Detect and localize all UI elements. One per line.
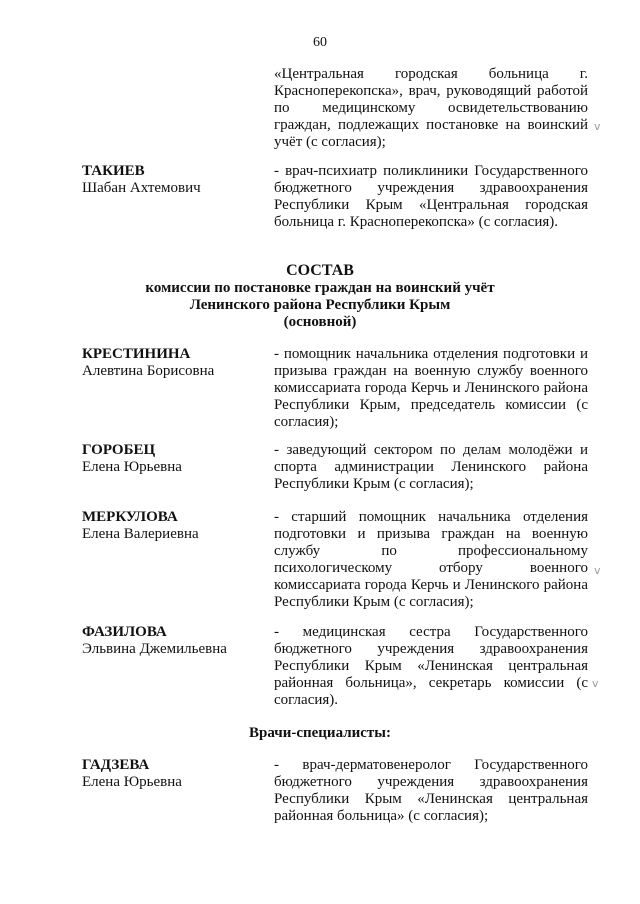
section-subtitle-line-3: (основной) — [283, 314, 357, 330]
member-role-gadzeva: - врач-дерматовенеролог Государственного бюджетного учреждения здравоохранения Республики Крым «Ленинская центральная районная больница» (с согласия); — [274, 757, 588, 824]
member-role-krestinina: - помощник начальника отделения подготовки и призыва граждан на военную службу военного комиссариата города Керчь и Ленинского района Республики Крым, председатель комиссии (с согласия); — [274, 346, 588, 430]
member-given-name: Шабан Ахтемович — [82, 180, 201, 196]
member-role-takiev: - врач-психиатр поликлиники Государственного бюджетного учреждения здравоохранения Республики Крым «Центральная городская больница г. Красноперекопска» (с согласия). — [274, 163, 588, 230]
member-surname: МЕРКУЛОВА — [82, 509, 178, 525]
specialists-heading: Врачи-специалисты: — [248, 725, 391, 741]
section-title: СОСТАВ — [286, 262, 354, 279]
member-given-name: Елена Юрьевна — [82, 459, 182, 475]
member-given-name: Алевтина Борисовна — [82, 363, 215, 379]
member-surname: ГАДЗЕВА — [82, 757, 150, 773]
member-name-takiev — [82, 163, 262, 197]
member-given-name: Елена Юрьевна — [82, 774, 182, 790]
page-number: 60 — [313, 35, 327, 50]
member-name-gadzeva — [82, 757, 262, 791]
member-name-fazilova — [82, 624, 262, 658]
member-surname: ТАКИЕВ — [82, 163, 145, 179]
member-role-gorobets: - заведующий сектором по делам молодёжи и спорта администрации Ленинского района Республики Крым (с согласия); — [274, 442, 588, 492]
member-name-merkulova — [82, 509, 262, 543]
member-surname: ГОРОБЕЦ — [82, 442, 156, 458]
section-subtitle-line-2: Ленинского района Республики Крым — [189, 297, 451, 313]
continuation-paragraph: «Центральная городская больница г. Красноперекопска», врач, руководящий работой по медицинскому освидетельствованию граждан, подлежащих постановке на воинский учёт (с согласия); — [274, 66, 588, 150]
margin-check-mark: v — [594, 564, 601, 577]
margin-check-mark: v — [592, 677, 599, 690]
member-given-name: Эльвина Джемильевна — [82, 641, 227, 657]
member-surname: КРЕСТИНИНА — [82, 346, 191, 362]
member-name-krestinina — [82, 346, 262, 380]
member-given-name: Елена Валериевна — [82, 526, 199, 542]
margin-check-mark: v — [594, 120, 601, 133]
member-role-fazilova: - медицинская сестра Государственного бюджетного учреждения здравоохранения Республики Крым «Ленинская центральная районная больница», секретарь комиссии (с согласия). — [274, 624, 588, 708]
member-name-gorobets — [82, 442, 262, 476]
member-surname: ФАЗИЛОВА — [82, 624, 167, 640]
member-role-merkulova: - старший помощник начальника отделения подготовки и призыва граждан на военную службу по профессиональному психологическому отбору военного комиссариата города Керчь и Ленинского района Республики Крым (с согласия); — [274, 509, 588, 610]
section-subtitle-line-1: комиссии по постановке граждан на воинский учёт — [145, 280, 495, 296]
